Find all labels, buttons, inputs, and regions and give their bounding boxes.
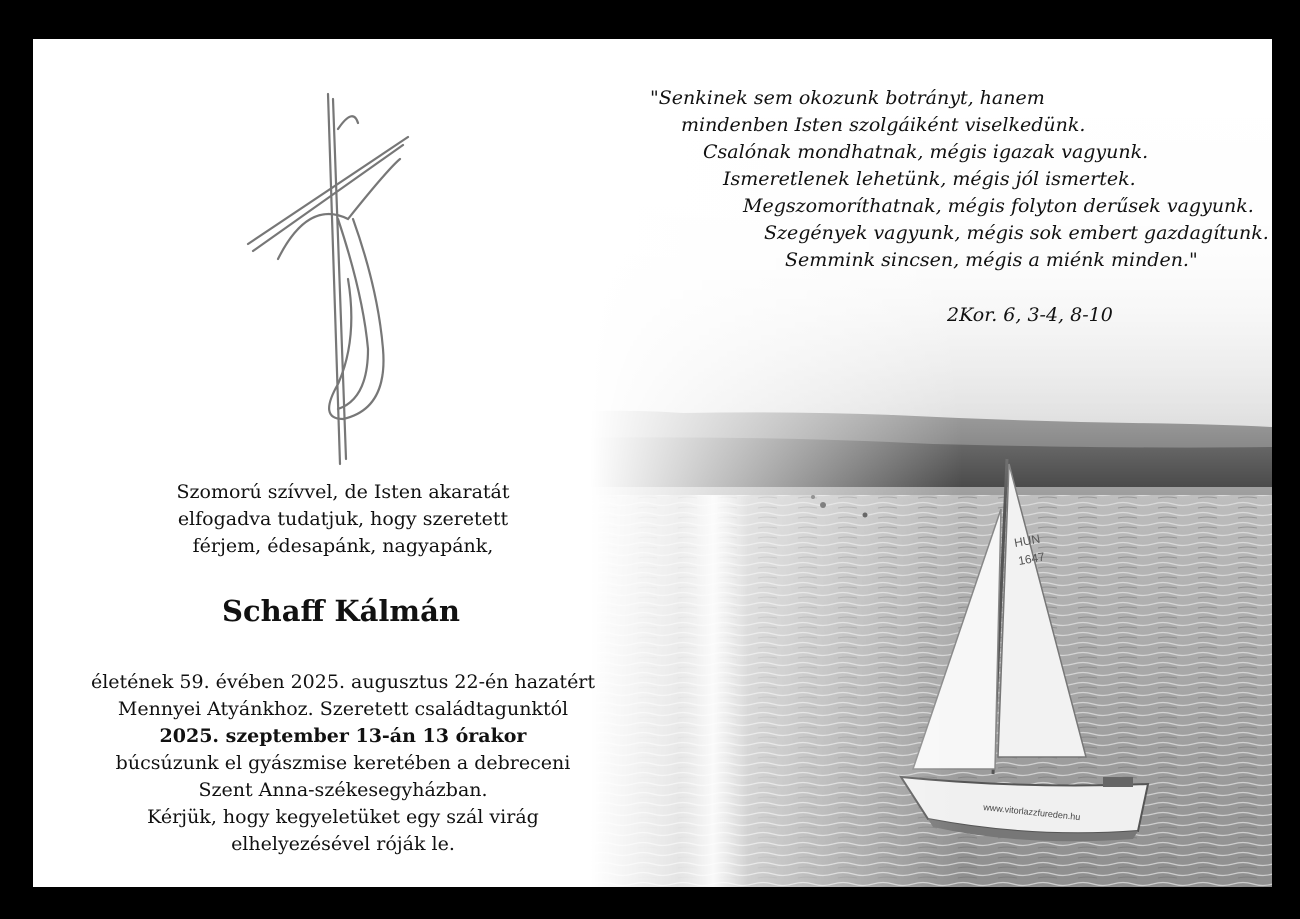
quote-line: Megszomoríthatnak, mégis folyton derűsek vagyunk. [743,195,1254,217]
quote-line: Csalónak mondhatnak, mégis igazak vagyunk. [703,141,1149,163]
quote-reference: 2Kor. 6, 3-4, 8-10 [947,304,1113,326]
quote-line: "Senkinek sem okozunk botrányt, hanem [650,87,1045,109]
body-line: életének 59. évében 2025. augusztus 22-én hazatért [90,671,596,693]
intro-line: férjem, édesapánk, nagyapánk, [192,535,494,557]
quote-line: mindenben Isten szolgáiként viselkedünk. [681,114,1086,136]
announcement-text [53,669,633,858]
body-line: Szent Anna-székesegyházban. [198,779,488,801]
obituary-card [33,39,1272,887]
quote-line: Ismeretlenek lehetünk, mégis jól ismertek. [723,168,1136,190]
body-line: elhelyezésével róják le. [231,833,455,855]
body-line: Mennyei Atyánkhoz. Szeretett családtagunktól [117,698,569,720]
cross-icon [238,89,423,469]
body-line: búcsúzunk el gyászmise keretében a debreceni [115,752,571,774]
body-line: Kérjük, hogy kegyeletüket egy szál virág [147,806,539,828]
funeral-date: 2025. szeptember 13-án 13 órakor [159,725,527,747]
quote-line: Szegények vagyunk, mégis sok embert gazdagítunk. [764,222,1269,244]
intro-text [93,479,593,560]
deceased-name: Schaff Kálmán [222,594,460,628]
intro-line: elfogadva tudatjuk, hogy szeretett [177,508,509,530]
quote-line: Semmink sincsen, mégis a miénk minden." [785,249,1198,271]
intro-line: Szomorú szívvel, de Isten akaratát [176,481,510,503]
